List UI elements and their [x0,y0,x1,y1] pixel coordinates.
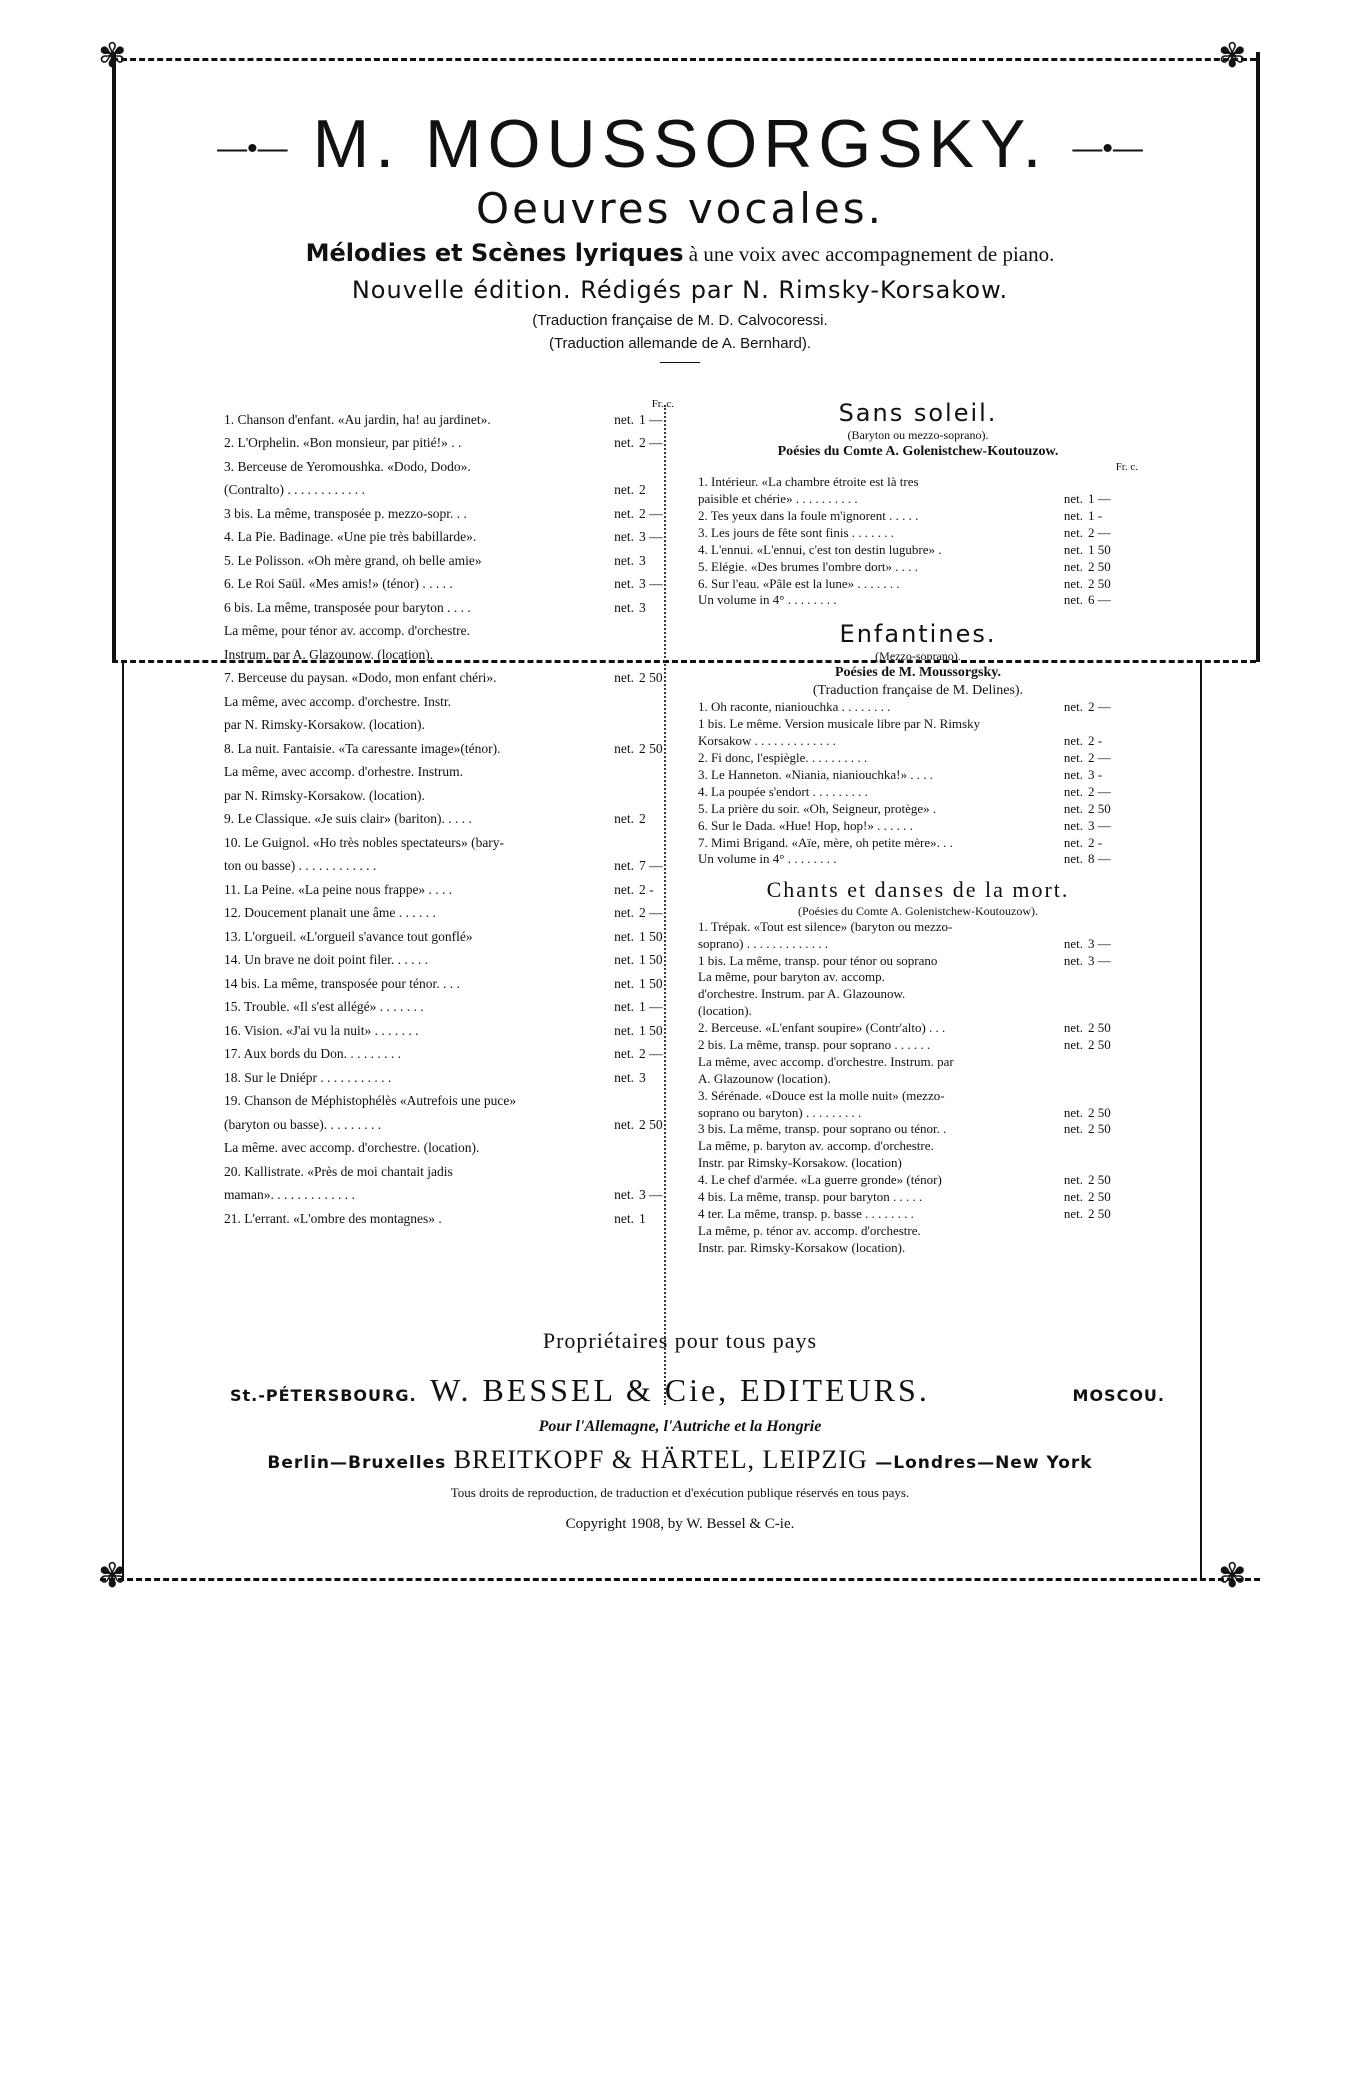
item-text: 16. Vision. «J'ai vu la nuit» . . . . . . . [224,1022,419,1038]
list-item [698,1189,1138,1206]
item-text: 8. La nuit. Fantaisie. «Ta caressante image»(ténor). [224,740,501,756]
item-text: 3. Sérénade. «Douce est la molle nuit» (mezzo- [698,1087,945,1103]
list-item [698,1071,1138,1088]
publisher-name: W. BESSEL & Cie, EDITEURS. [430,1372,930,1408]
list-item [224,1187,694,1211]
list-item [698,1240,1138,1257]
item-text: 2. L'Orphelin. «Bon monsieur, par pitié!» . . [224,435,462,451]
list-item [698,1172,1138,1189]
item-price: 1 50 [1088,541,1111,557]
subtitle [150,240,1210,266]
item-text: 6. Sur le Dada. «Hue! Hop, hop!» . . . . . . [698,817,913,833]
item-price: 2 50 [1088,1205,1111,1221]
item-net: net. [1063,1189,1083,1205]
item-text: 2 bis. La même, transp. pour soprano . . . . . . [698,1037,931,1053]
item-price: 3 — [1088,817,1111,833]
item-net: net. [614,576,634,592]
publisher-line [150,1372,1210,1409]
item-net: net. [1063,1172,1083,1188]
item-price: 2 50 [1088,1020,1111,1036]
item-net: net. [614,552,634,568]
list-item [224,717,694,741]
list-item [224,764,694,788]
item-net: net. [614,411,634,427]
item-text: ton ou basse) . . . . . . . . . . . . [224,858,377,874]
list-item [698,699,1138,716]
item-text: maman». . . . . . . . . . . . . [224,1187,355,1203]
item-text: 2. Tes yeux dans la foule m'ignorent . . . . . [698,508,919,524]
item-price: 2 50 [1088,800,1111,816]
item-net: net. [1063,733,1083,749]
chants-title: Chants et danses de la mort. [766,877,1070,903]
item-text: La même, avec accomp. d'orhestre. Instrum. [224,764,463,780]
list-item [698,784,1138,801]
subtitle-rest: à une voix avec accompagnement de piano. [688,242,1055,266]
list-item [698,1206,1138,1223]
item-net: net. [614,505,634,521]
item-net: net. [1063,558,1083,574]
list-item [224,576,694,600]
list-item [698,801,1138,818]
list-item [224,882,694,906]
item-text: soprano ou baryton) . . . . . . . . . [698,1104,862,1120]
list-item [224,435,694,459]
item-net: net. [614,1046,634,1062]
item-net: net. [1063,952,1083,968]
item-price: 2 [639,811,646,827]
enfantines-list [698,699,1138,868]
item-net: net. [614,1116,634,1132]
list-item [224,999,694,1023]
item-price: 3 - [1088,766,1103,782]
item-text: 4 ter. La même, transp. p. basse . . . . . . . . [698,1205,914,1221]
item-net: net. [1063,575,1083,591]
item-text: 5. La prière du soir. «Oh, Seigneur, protège» . [698,800,937,816]
item-price: 1 — [639,999,663,1015]
item-net: net. [614,529,634,545]
item-net: net. [1063,1037,1083,1053]
item-text: 4. La poupée s'endort . . . . . . . . . [698,783,868,799]
frame-bottom-border [100,1578,1260,1581]
list-item [224,976,694,1000]
composer-name [150,106,1210,182]
item-text: 1 bis. La même, transp. pour ténor ou soprano [698,952,938,968]
item-text: 2. Berceuse. «L'enfant soupire» (Contr'alto) . . . [698,1020,946,1036]
sans-soleil-voice: (Baryton ou mezzo-soprano). [847,428,989,442]
page-title: Oeuvres vocales. [476,184,884,233]
list-item [698,1020,1138,1037]
ornament-bottom-left-icon: ✾ [98,1558,127,1595]
list-item [698,767,1138,784]
list-item [698,1054,1138,1071]
enfantines-translation: (Traduction française de M. Delines). [812,682,1024,698]
item-text: La même, pour baryton av. accomp. [698,969,885,985]
item-text: La même, avec accomp. d'orchestre. Instr. [224,693,451,709]
item-net: net. [614,905,634,921]
item-net: net. [1063,935,1083,951]
list-item [224,811,694,835]
item-text: 1 bis. Le même. Version musicale libre par N. Rimsky [698,716,981,732]
item-net: net. [614,670,634,686]
list-item [698,716,1138,733]
item-text: 17. Aux bords du Don. . . . . . . . . [224,1046,402,1062]
item-text: 3 bis. La même, transp. pour soprano ou ténor. . [698,1121,947,1137]
item-net: net. [614,599,634,615]
item-text: d'orchestre. Instrum. par A. Glazounow. [698,986,906,1002]
item-price: 1 50 [639,952,663,968]
item-text: 10. Le Guignol. «Ho très nobles spectateurs» (bary- [224,834,505,850]
item-price: 2 - [1088,733,1103,749]
list-item [698,1088,1138,1105]
item-price: 2 50 [1088,558,1111,574]
item-text: 18. Sur le Dniépr . . . . . . . . . . . [224,1069,392,1085]
item-text: 12. Doucement planait une âme . . . . . . [224,905,436,921]
left-column [224,398,694,1234]
list-item [224,694,694,718]
composer-text: M. MOUSSORGSKY. [312,106,1048,182]
item-net: net. [1063,592,1083,608]
list-item [224,858,694,882]
leipzig-line [150,1445,1210,1475]
list-item [698,1037,1138,1054]
list-item [698,919,1138,936]
item-net: net. [614,740,634,756]
rights-line: Tous droits de reproduction, de traduction et d'exécution publique réservés en tous pays. [450,1485,910,1500]
divider [660,362,700,363]
item-text: 7. Mimi Brigand. «Aïe, mère, oh petite mère». . . [698,834,953,850]
leipzig-left: Berlin—Bruxelles [267,1453,447,1473]
item-text: 4. La Pie. Badinage. «Une pie très babillarde». [224,529,477,545]
item-text: 20. Kallistrate. «Près de moi chantait jadis [224,1163,453,1179]
list-item [224,1117,694,1141]
item-text: 1. Chanson d'enfant. «Au jardin, ha! au jardinet». [224,411,491,427]
item-price: 8 — [1088,851,1111,867]
item-price: 1 50 [639,975,663,991]
item-net: net. [614,858,634,874]
list-item [698,525,1138,542]
list-item [224,529,694,553]
item-net: net. [1063,750,1083,766]
list-item [698,953,1138,970]
item-price: 2 — [1088,524,1111,540]
item-text: 5. Elégie. «Des brumes l'ombre dort» . . . . [698,558,919,574]
subtitle-bold: Mélodies et Scènes lyriques [305,239,684,267]
item-price: 2 50 [639,670,663,686]
item-price: 3 — [639,576,663,592]
item-text: 5. Le Polisson. «Oh mère grand, oh belle amie» [224,552,482,568]
item-price: 2 — [639,1046,663,1062]
item-text: 15. Trouble. «Il s'est allégé» . . . . . . . [224,999,424,1015]
item-price: 2 50 [1088,1037,1111,1053]
item-text: 2. Fi donc, l'espiègle. . . . . . . . . . [698,750,868,766]
list-item [698,508,1138,525]
list-item [224,1093,694,1117]
list-item [698,576,1138,593]
item-net: net. [1063,817,1083,833]
list-item [698,559,1138,576]
item-text: 14. Un brave ne doit point filer. . . . . . [224,952,428,968]
item-price: 2 — [1088,699,1111,715]
item-price: 3 [639,552,646,568]
item-price: 1 — [1088,491,1111,507]
item-text: Instr. par. Rimsky-Korsakow (location). [698,1239,906,1255]
enfantines-voice: (Mezzo-soprano). [875,649,961,664]
list-item [224,929,694,953]
price-header: Fr. c. [651,398,674,410]
item-price: 3 — [639,529,663,545]
list-item [698,1003,1138,1020]
item-text: 6 bis. La même, transposée pour baryton . . . . [224,599,471,615]
item-price: 1 — [639,411,663,427]
item-net: net. [614,1022,634,1038]
item-text: La même. avec accomp. d'orchestre. (location). [224,1140,480,1156]
item-net: net. [1063,1020,1083,1036]
item-price: 2 50 [639,740,663,756]
frame-left-line [122,660,124,1580]
ornament-bottom-right-icon: ✾ [1218,1558,1247,1595]
item-price: 2 [639,482,646,498]
item-price: 3 [639,1069,646,1085]
list-item [698,491,1138,508]
list-item [698,1121,1138,1138]
item-net: net. [1063,508,1083,524]
frame-right-line [1200,660,1202,1580]
item-text: soprano) . . . . . . . . . . . . . [698,935,828,951]
owners-line: Propriétaires pour tous pays [542,1328,818,1353]
item-price: 2 — [639,505,663,521]
sans-soleil-title: Sans soleil. [838,399,998,427]
chants-list [698,919,1138,1257]
item-price: 3 — [1088,952,1111,968]
list-item [224,788,694,812]
list-item [698,851,1138,868]
list-item [698,835,1138,852]
city-left: St.-PÉTERSBOURG. [230,1386,417,1405]
list-item [698,1105,1138,1122]
item-text: Instr. par Rimsky-Korsakow. (location) [698,1155,902,1171]
item-net: net. [614,811,634,827]
list-item [224,1140,694,1164]
item-text: La même, p. baryton av. accomp. d'orchestre. [698,1138,934,1154]
item-net: net. [1063,1205,1083,1221]
item-text: 21. L'errant. «L'ombre des montagnes» . [224,1210,442,1226]
edition-line: Nouvelle édition. Rédigés par N. Rimsky-Korsakow. [351,276,1009,304]
item-text: 1. Trépak. «Tout est silence» (baryton ou mezzo- [698,918,953,934]
item-net: net. [614,1069,634,1085]
item-price: 7 — [639,858,663,874]
list-item [698,1155,1138,1172]
item-net: net. [1063,1104,1083,1120]
list-item [224,623,694,647]
item-price: 3 — [1088,935,1111,951]
item-price: 2 50 [1088,575,1111,591]
enfantines-poet: Poésies de M. Moussorgsky. [834,665,1002,681]
item-price: 2 50 [1088,1104,1111,1120]
list-item [224,1070,694,1094]
item-text: 11. La Peine. «La peine nous frappe» . . . . [224,881,453,897]
leipzig-right: —Londres—New York [875,1453,1093,1473]
list-item [698,818,1138,835]
chants-poet: (Poésies du Comte A. Golenistchew-Koutouzow). [798,903,1038,918]
item-text: par N. Rimsky-Korsakow. (location). [224,717,425,733]
item-text: (Contralto) . . . . . . . . . . . . [224,482,365,498]
item-price: 6 — [1088,592,1111,608]
list-item [224,741,694,765]
list-item [698,986,1138,1003]
item-text: 3. Les jours de fête sont finis . . . . . . . [698,524,895,540]
item-net: net. [1063,783,1083,799]
item-net: net. [1063,541,1083,557]
item-text: Instrum. par A. Glazounow. (location). [224,646,434,662]
item-text: 4. L'ennui. «L'ennui, c'est ton destin lugubre» . [698,541,942,557]
item-net: net. [1063,1121,1083,1137]
translation-de: (Traduction allemande de A. Bernhard). [548,335,812,352]
item-text: 14 bis. La même, transposée pour ténor. . . . [224,975,460,991]
enfantines-title: Enfantines. [839,620,997,649]
translation-fr: (Traduction française de M. D. Calvocoressi. [532,312,828,329]
list-item [698,542,1138,559]
list-item [224,835,694,859]
item-price: 2 50 [639,1116,663,1132]
list-item [698,592,1138,609]
list-item [224,553,694,577]
item-net: net. [614,975,634,991]
item-text: Un volume in 4° . . . . . . . . [698,851,837,867]
item-text: paisible et chérie» . . . . . . . . . . [698,491,858,507]
right-column [698,398,1138,1257]
leipzig-name: BREITKOPF & HÄRTEL, LEIPZIG [453,1445,868,1474]
item-price: 2 — [639,435,663,451]
list-item [698,1223,1138,1240]
item-text: Un volume in 4° . . . . . . . . [698,592,837,608]
ornament-dash-left-icon: —•— [217,132,288,166]
list-item [224,1211,694,1235]
item-net: net. [614,928,634,944]
item-text: 3. Berceuse de Yeromoushka. «Dodo, Dodo». [224,458,471,474]
item-net: net. [614,881,634,897]
list-item [224,482,694,506]
item-net: net. [1063,834,1083,850]
item-net: net. [1063,491,1083,507]
item-text: 4 bis. La même, transp. pour baryton . . . . . [698,1189,923,1205]
item-net: net. [614,952,634,968]
item-text: 6. Sur l'eau. «Pâle est la lune» . . . . . . . [698,575,900,591]
list-item [224,1164,694,1188]
item-price: 2 50 [1088,1172,1111,1188]
list-item [698,936,1138,953]
list-item [224,1046,694,1070]
item-net: net. [1063,699,1083,715]
item-price: 2 — [1088,750,1111,766]
item-text: 1. Oh raconte, nianiouchka . . . . . . . . [698,699,891,715]
list-item [224,647,694,671]
city-right: MOSCOU. [1072,1386,1165,1405]
ornament-top-right-icon: ✾ [1218,38,1247,75]
item-price: 2 — [1088,783,1111,799]
item-text: (baryton ou basse). . . . . . . . . [224,1116,382,1132]
list-item [698,1138,1138,1155]
item-net: net. [1063,524,1083,540]
item-text: A. Glazounow (location). [698,1070,831,1086]
list-item [698,750,1138,767]
item-net: net. [614,482,634,498]
ornament-top-left-icon: ✾ [98,38,127,75]
list-item [224,670,694,694]
left-list [224,412,694,1235]
list-item [698,733,1138,750]
item-net: net. [614,435,634,451]
ornament-dash-right-icon: —•— [1072,132,1143,166]
item-price: 1 50 [639,928,663,944]
item-text: Korsakow . . . . . . . . . . . . . [698,733,836,749]
distribution-line: Pour l'Allemagne, l'Autriche et la Hongrie [538,1418,822,1435]
item-net: net. [1063,766,1083,782]
item-price: 1 50 [639,1022,663,1038]
item-price: 2 - [1088,834,1103,850]
item-text: 6. Le Roi Saül. «Mes amis!» (ténor) . . . . . [224,576,453,592]
list-item [224,952,694,976]
item-price: 2 50 [1088,1121,1111,1137]
item-text: par N. Rimsky-Korsakow. (location). [224,787,425,803]
list-item [224,1023,694,1047]
copyright-line: Copyright 1908, by W. Bessel & C-ie. [565,1516,795,1532]
item-price: 2 — [639,905,663,921]
item-price: 3 — [639,1187,663,1203]
sans-soleil-price-header: Fr. c. [1115,460,1138,473]
item-net: net. [614,999,634,1015]
list-item [224,459,694,483]
item-net: net. [1063,851,1083,867]
list-item [224,905,694,929]
item-price: 3 [639,599,646,615]
item-text: 3 bis. La même, transposée p. mezzo-sopr. . . [224,505,467,521]
item-text: La même, pour ténor av. accomp. d'orchestre. [224,623,470,639]
item-net: net. [614,1187,634,1203]
item-text: 9. Le Classique. «Je suis clair» (bariton). . . . . [224,811,472,827]
item-text: (location). [698,1003,752,1019]
list-item [224,600,694,624]
item-text: La même, p. ténor av. accomp. d'orchestre. [698,1222,921,1238]
item-text: 4. Le chef d'armée. «La guerre gronde» (ténor) [698,1172,942,1188]
item-text: 1. Intérieur. «La chambre étroite est là tres [698,474,919,490]
item-net: net. [614,1210,634,1226]
item-price: 1 - [1088,508,1103,524]
item-price: 2 - [639,881,654,897]
item-text: 13. L'orgueil. «L'orgueil s'avance tout gonflé» [224,928,473,944]
item-text: 19. Chanson de Méphistophélès «Autrefois une puce» [224,1093,517,1109]
item-text: La même, avec accomp. d'orchestre. Instrum. par [698,1053,954,1069]
list-item [224,412,694,436]
item-price: 2 50 [1088,1189,1111,1205]
list-item [698,474,1138,491]
sans-soleil-poet: Poésies du Comte A. Golenistchew-Koutouzow. [777,444,1059,459]
list-item [698,969,1138,986]
item-net: net. [1063,800,1083,816]
item-price: 1 [639,1210,646,1226]
list-item [224,506,694,530]
item-text: 7. Berceuse du paysan. «Dodo, mon enfant chéri». [224,670,497,686]
sans-soleil-list [698,474,1138,609]
item-text: 3. Le Hanneton. «Niania, nianiouchka!» . . . . [698,766,934,782]
